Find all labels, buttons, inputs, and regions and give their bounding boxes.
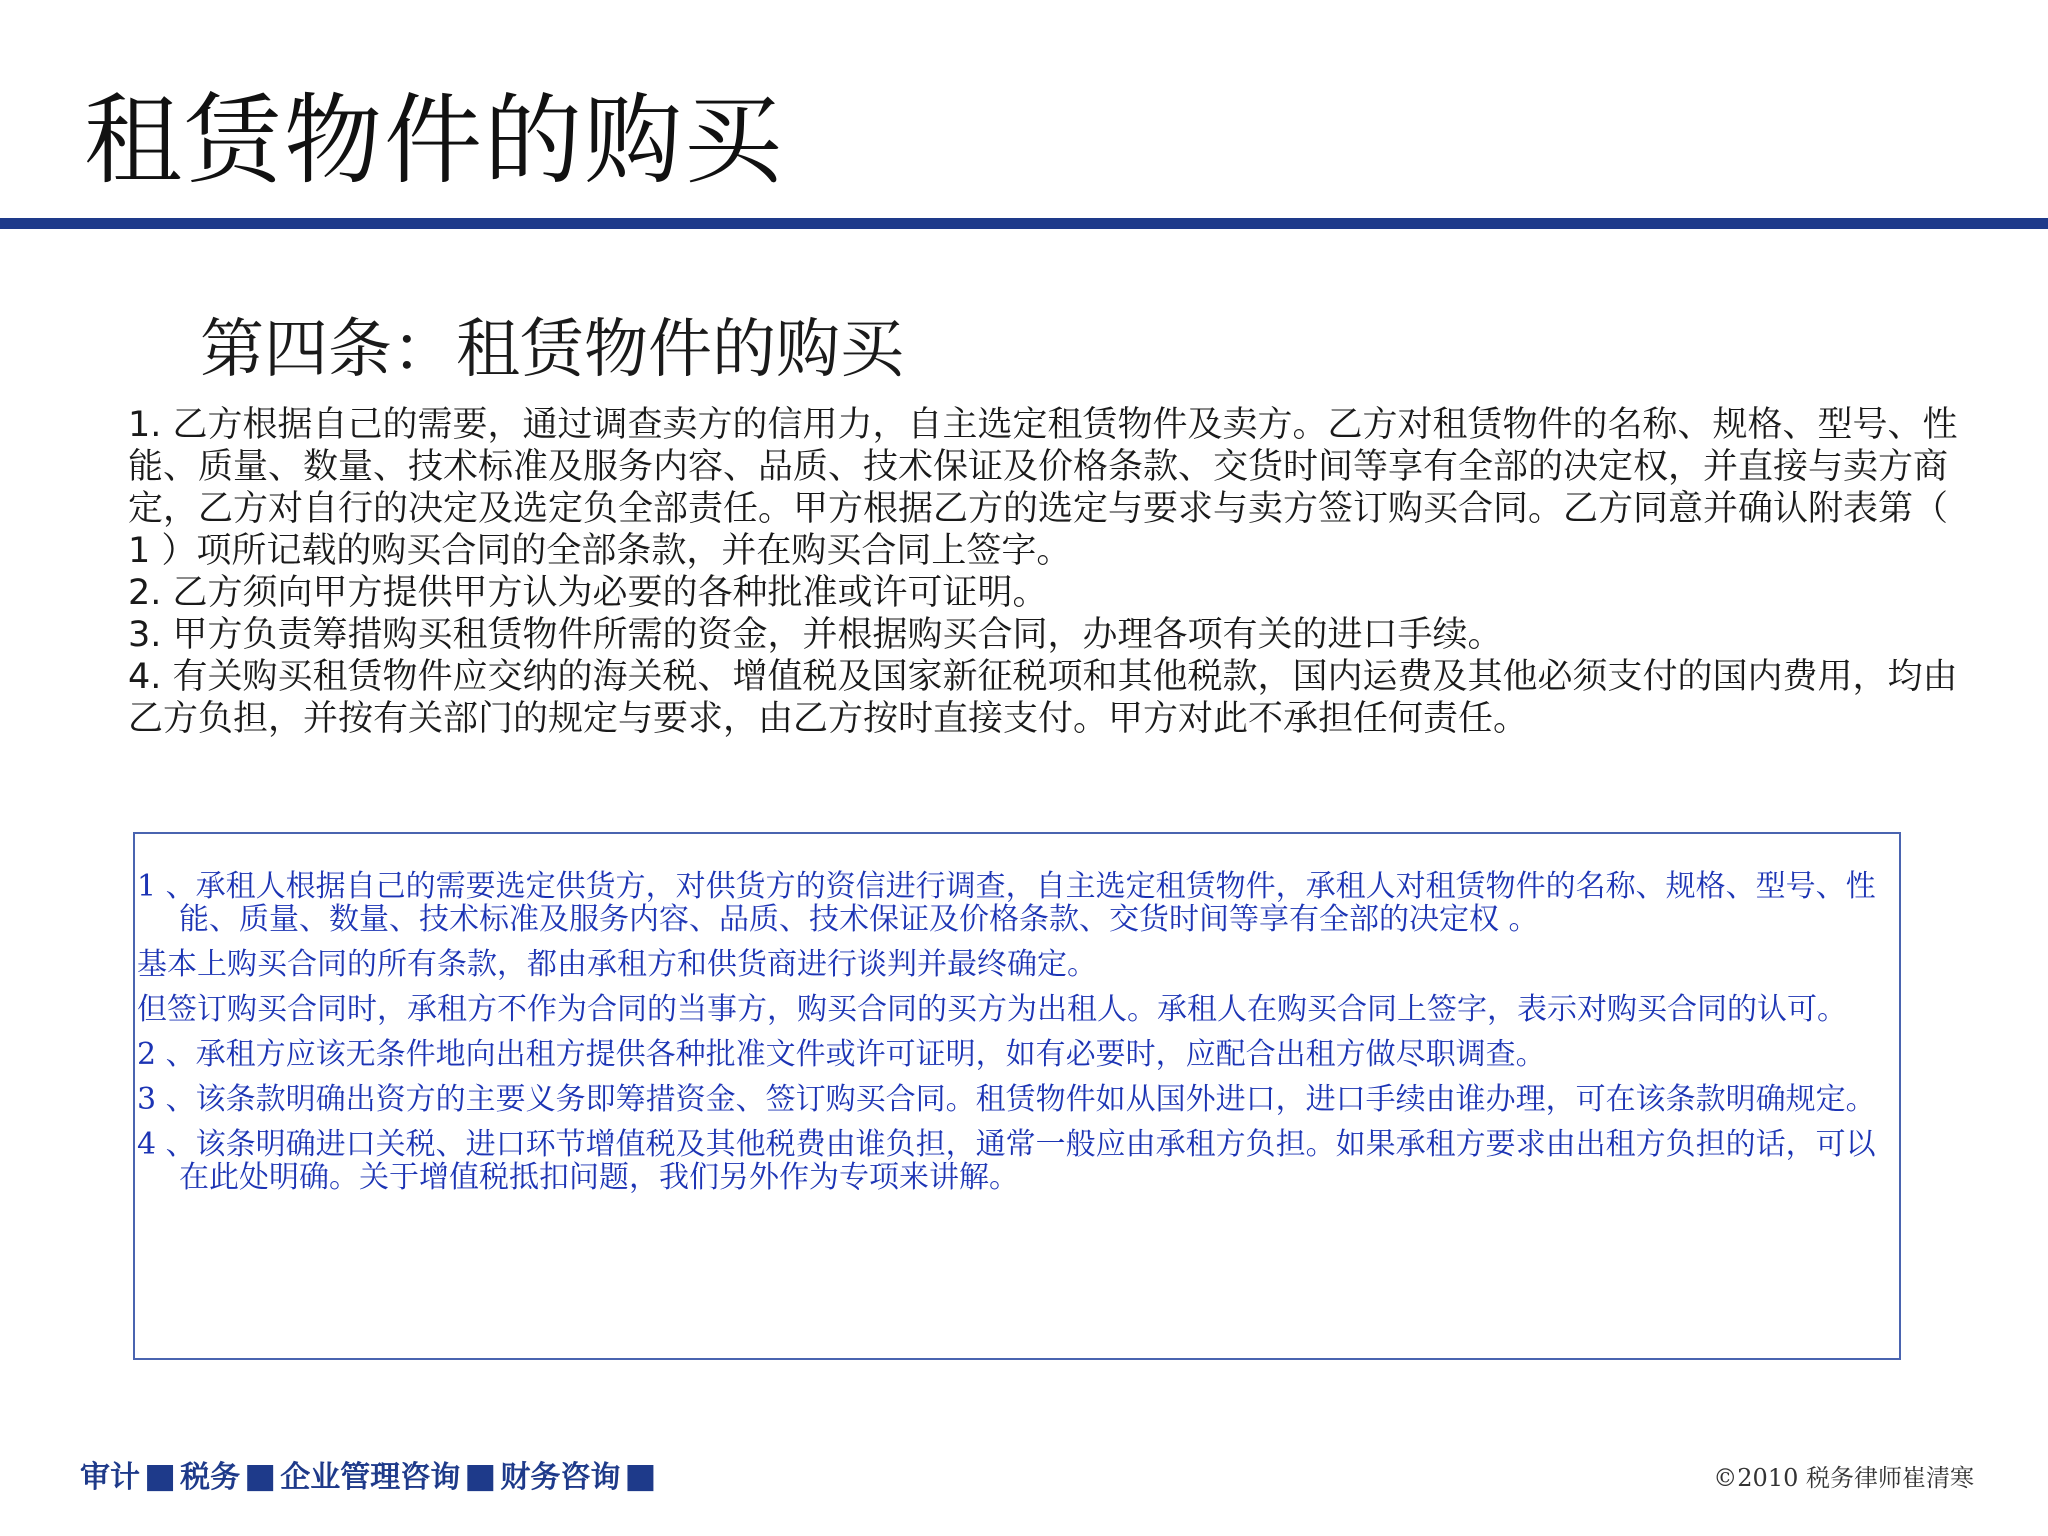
commentary-item: 2 、承租方应该无条件地向出租方提供各种批准文件或许可证明，如有必要时，应配合出租方做尽职调查。 — [137, 1037, 1546, 1072]
footer-services — [80, 1452, 661, 1496]
clause-item: 2. 乙方须向甲方提供甲方认为必要的各种批准或许可证明。 — [128, 573, 1048, 613]
footer-separator: ■ — [624, 1456, 657, 1496]
commentary-item: 基本上购买合同的所有条款，都由承租方和供货商进行谈判并最终确定。 — [137, 947, 1097, 982]
clause-list — [128, 404, 1978, 740]
title-divider — [0, 218, 2048, 229]
footer-service-item: 税务 — [180, 1460, 241, 1495]
clause-item: 3. 甲方负责筹措购买租赁物件所需的资金，并根据购买合同，办理各项有关的进口手续。 — [128, 615, 1503, 655]
footer-separator: ■ — [464, 1456, 497, 1496]
commentary-box — [133, 832, 1901, 1360]
commentary-item: 但签订购买合同时，承租方不作为合同的当事方，购买合同的买方为出租人。承租人在购买合同上签字，表示对购买合同的认可。 — [137, 992, 1847, 1027]
slide-title: 租赁物件的购买 — [84, 84, 785, 198]
section-heading: 第四条：租赁物件的购买 — [200, 313, 904, 387]
commentary-item: 1 、承租人根据自己的需要选定供货方，对供货方的资信进行调查，自主选定租赁物件，承租人对租赁物件的名称、规格、型号、性能、质量、数量、技术标准及服务内容、品质、技术保证及价格条款、交货时间等享有全部的决定权 。 — [137, 869, 1876, 937]
footer-service-item: 企业管理咨询 — [280, 1460, 461, 1495]
footer-service-item: 财务咨询 — [500, 1460, 621, 1495]
footer-service-item: 审计 — [80, 1460, 140, 1495]
clause-item: 1. 乙方根据自己的需要，通过调查卖方的信用力，自主选定租赁物件及卖方。乙方对租赁物件的名称、规格、型号、性能、质量、数量、技术标准及服务内容、品质、技术保证及价格条款、交货时间等享有全部的决定权，并直接与卖方商定，乙方对自行的决定及选定负全部责任。甲方根据乙方的选定与要求与卖方签订购买合同。乙方同意并确认附表第（ 1 ）项所记载的购买合同的全部条款，并在购买合同上签字。 — [128, 405, 1958, 571]
footer-separator: ■ — [244, 1456, 277, 1496]
footer-copyright: ©2010 税务律师崔清寒 — [1713, 1464, 1974, 1492]
footer-separator: ■ — [144, 1456, 177, 1496]
commentary-item: 3 、该条款明确出资方的主要义务即筹措资金、签订购买合同。租赁物件如从国外进口，进口手续由谁办理，可在该条款明确规定。 — [137, 1082, 1876, 1117]
commentary-item: 4 、该条明确进口关税、进口环节增值税及其他税费由谁负担，通常一般应由承租方负担。如果承租方要求由出租方负担的话，可以在此处明确。关于增值税抵扣问题，我们另外作为专项来讲解。 — [137, 1127, 1876, 1195]
clause-item: 4. 有关购买租赁物件应交纳的海关税、增值税及国家新征税项和其他税款，国内运费及其他必须支付的国内费用，均由乙方负担，并按有关部门的规定与要求，由乙方按时直接支付。甲方对此不承担任何责任。 — [128, 657, 1958, 739]
